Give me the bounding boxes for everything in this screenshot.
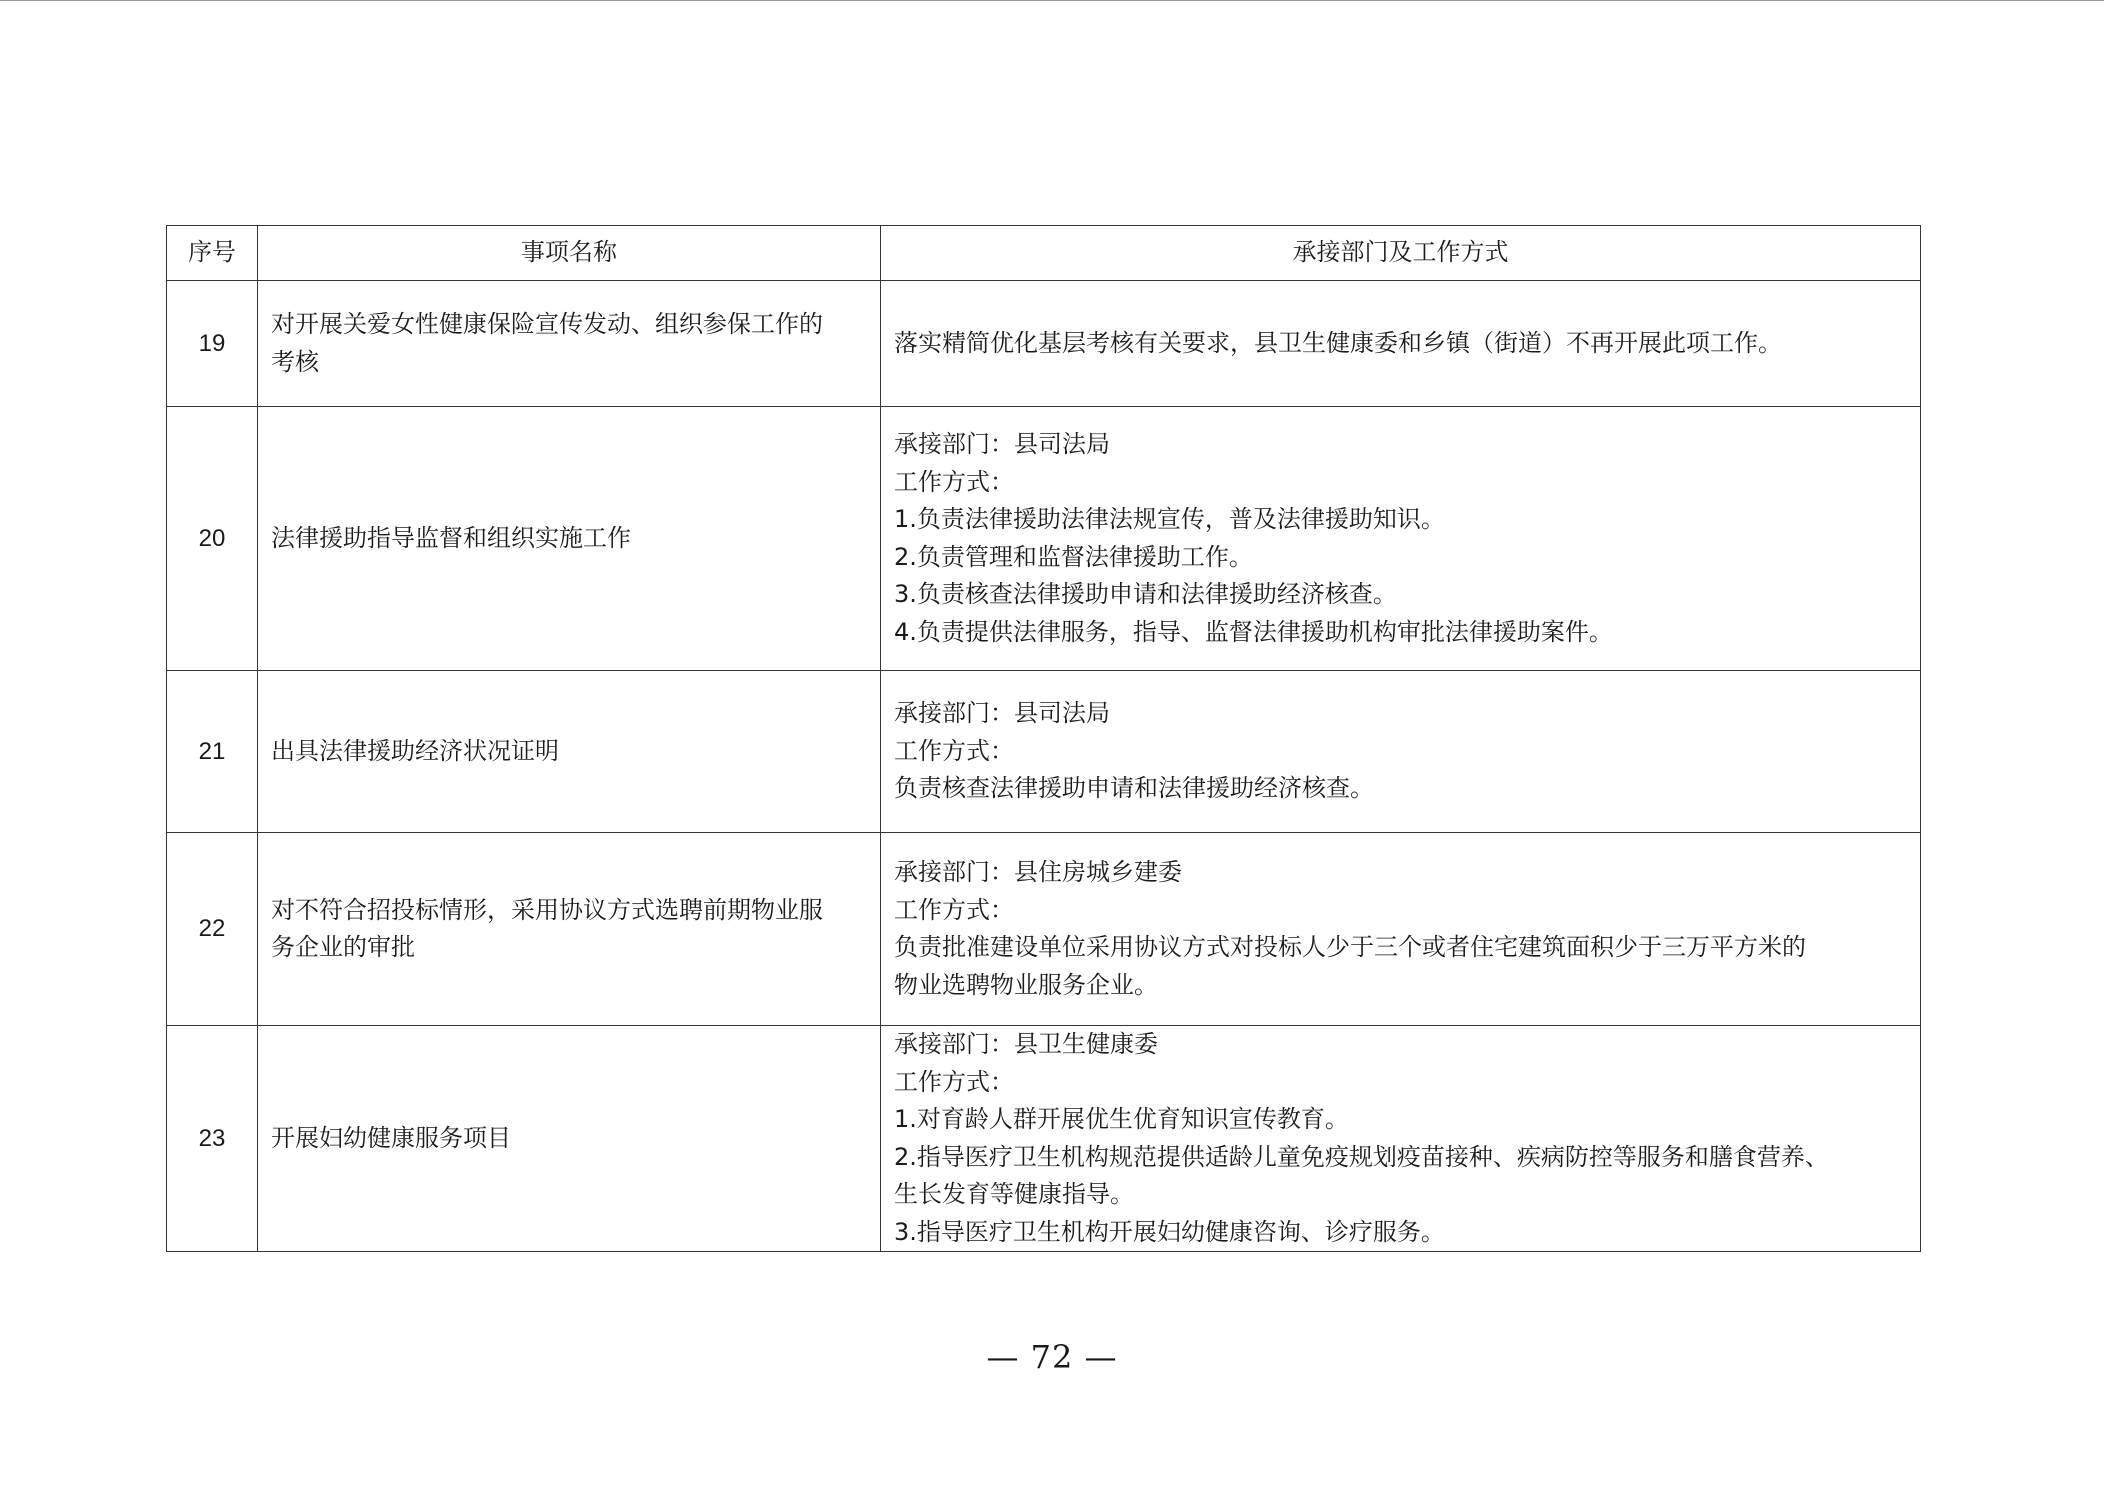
work-line: 负责批准建设单位采用协议方式对投标人少于三个或者住宅建筑面积少于三万平方米的 — [894, 933, 1806, 961]
work-method — [881, 833, 1921, 1026]
work-line: 1.对育龄人群开展优生优育知识宣传教育。 — [894, 1105, 1349, 1133]
table-row — [167, 671, 1921, 833]
work-line: 工作方式： — [894, 736, 1014, 765]
item-name-line: 对开展关爱女性健康保险宣传发动、组织参保工作的 — [271, 310, 823, 338]
work-line: 工作方式： — [894, 895, 1014, 924]
work-line: 承接部门：县住房城乡建委 — [894, 858, 1182, 886]
work-line: 工作方式： — [894, 467, 1014, 496]
work-line: 1.负责法律援助法律法规宣传，普及法律援助知识。 — [894, 505, 1445, 533]
item-name-line: 开展妇幼健康服务项目 — [271, 1123, 511, 1152]
item-name — [258, 671, 881, 833]
item-name — [258, 833, 881, 1026]
work-line: 承接部门：县卫生健康委 — [894, 1030, 1158, 1058]
assignment-table — [166, 225, 1921, 1252]
header-serial-number: 序号 — [167, 226, 258, 281]
item-name-line: 对不符合招投标情形，采用协议方式选聘前期物业服 — [271, 895, 823, 924]
item-name-line: 考核 — [271, 347, 319, 376]
item-name-line: 法律援助指导监督和组织实施工作 — [271, 523, 631, 552]
work-line: 生长发育等健康指导。 — [894, 1180, 1134, 1208]
work-line: 负责核查法律援助申请和法律援助经济核查。 — [894, 774, 1374, 803]
item-name-line: 务企业的审批 — [271, 933, 415, 961]
work-method — [881, 671, 1921, 833]
page-number: — 72 — — [986, 1338, 1118, 1376]
header-department-and-method: 承接部门及工作方式 — [881, 226, 1921, 281]
item-name — [258, 1026, 881, 1252]
header-item-name: 事项名称 — [258, 226, 881, 281]
row-number: 21 — [167, 671, 258, 833]
work-line: 物业选聘物业服务企业。 — [894, 970, 1158, 999]
work-line: 工作方式： — [894, 1067, 1014, 1096]
table-header-row — [167, 226, 1921, 281]
work-line: 落实精简优化基层考核有关要求，县卫生健康委和乡镇（街道）不再开展此项工作。 — [894, 328, 1782, 357]
work-line: 2.负责管理和监督法律援助工作。 — [894, 542, 1253, 571]
item-name-line: 出具法律援助经济状况证明 — [271, 736, 559, 765]
row-number: 20 — [167, 407, 258, 671]
page-top-border — [0, 0, 2104, 1]
work-line: 2.指导医疗卫生机构规范提供适龄儿童免疫规划疫苗接种、疾病防控等服务和膳食营养、 — [894, 1142, 1829, 1171]
work-method — [881, 407, 1921, 671]
work-line: 承接部门：县司法局 — [894, 430, 1110, 458]
item-name — [258, 407, 881, 671]
work-method — [881, 1026, 1921, 1252]
row-number: 19 — [167, 281, 258, 407]
work-method — [881, 281, 1921, 407]
work-line: 4.负责提供法律服务，指导、监督法律援助机构审批法律援助案件。 — [894, 617, 1613, 646]
row-number: 22 — [167, 833, 258, 1026]
work-line: 3.指导医疗卫生机构开展妇幼健康咨询、诊疗服务。 — [894, 1217, 1445, 1246]
table-row — [167, 281, 1921, 407]
table-row — [167, 407, 1921, 671]
work-line: 3.负责核查法律援助申请和法律援助经济核查。 — [894, 580, 1397, 608]
item-name — [258, 281, 881, 407]
table-row — [167, 833, 1921, 1026]
table-row — [167, 1026, 1921, 1252]
row-number: 23 — [167, 1026, 258, 1252]
work-line: 承接部门：县司法局 — [894, 699, 1110, 728]
